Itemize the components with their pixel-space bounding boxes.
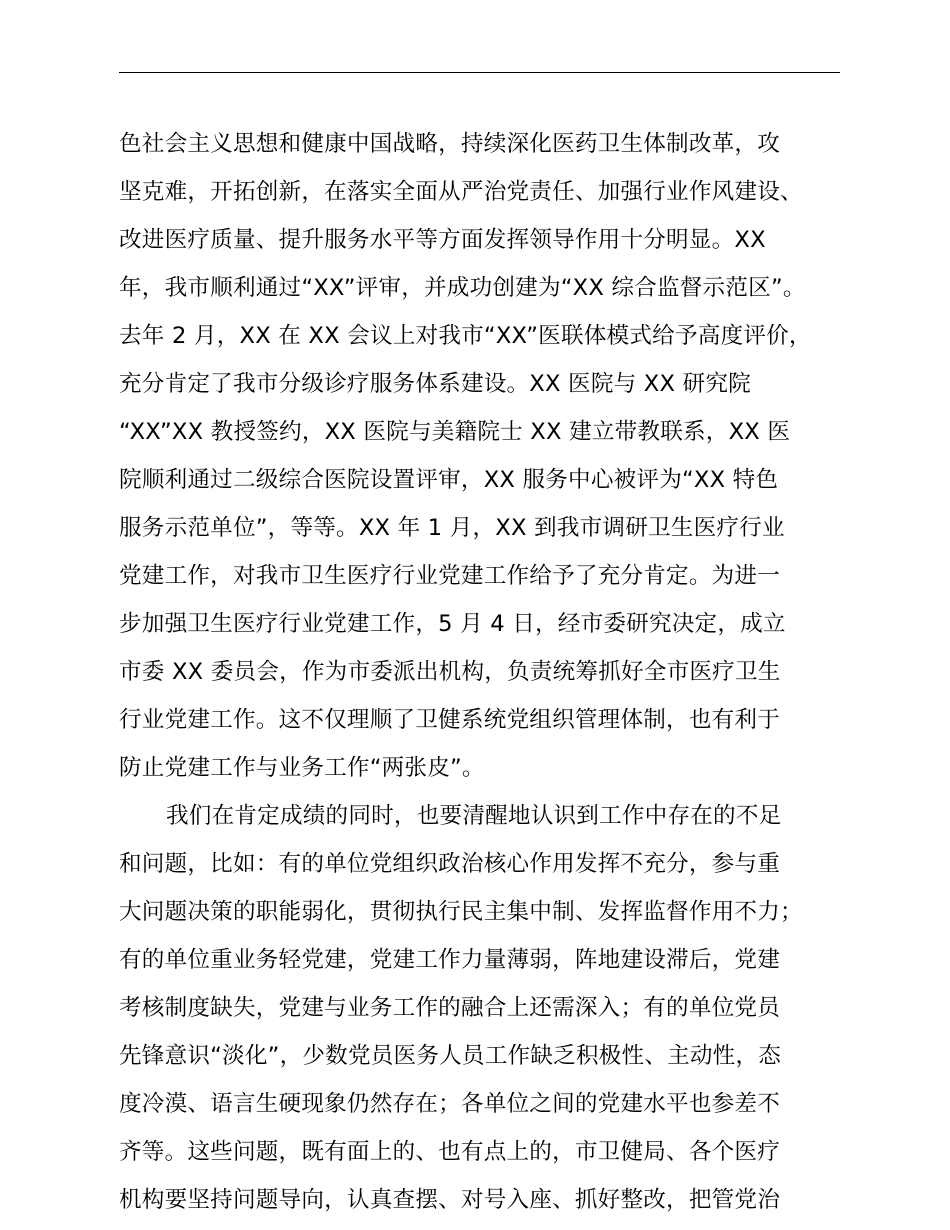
text-line: 服务示范单位”，等等。XX 年 1 月，XX 到我市调研卫生医疗行业 bbox=[119, 515, 785, 541]
header-rule bbox=[119, 72, 840, 73]
paragraph-2 bbox=[119, 792, 859, 1224]
text-line: 我们在肯定成绩的同时，也要清醒地认识到工作中存在的不足 bbox=[166, 803, 782, 829]
text-line: 步加强卫生医疗行业党建工作，5 月 4 日，经市委研究决定，成立 bbox=[119, 611, 786, 637]
text-line: 坚克难，开拓创新，在落实全面从严治党责任、加强行业作风建设、 bbox=[119, 179, 803, 205]
text-line: 和问题，比如：有的单位党组织政治核心作用发挥不充分，参与重 bbox=[119, 851, 781, 877]
text-line: 充分肯定了我市分级诊疗服务体系建设。XX 医院与 XX 研究院 bbox=[119, 371, 751, 397]
document-body bbox=[119, 120, 859, 1224]
text-line: 齐等。这些问题，既有面上的、也有点上的，市卫健局、各个医疗 bbox=[119, 1139, 781, 1165]
text-line: 市委 XX 委员会，作为市委派出机构，负责统筹抓好全市医疗卫生 bbox=[119, 659, 781, 685]
text-line: 改进医疗质量、提升服务水平等方面发挥领导作用十分明显。XX bbox=[119, 227, 766, 253]
text-line: 年，我市顺利通过“XX”评审，并成功创建为“XX 综合监督示范区”。 bbox=[119, 275, 806, 301]
text-line: 先锋意识“淡化”，少数党员医务人员工作缺乏积极性、主动性，态 bbox=[119, 1043, 782, 1069]
text-line: 大问题决策的职能弱化，贯彻执行民主集中制、发挥监督作用不力； bbox=[119, 899, 803, 925]
text-line: 度冷漠、语言生硬现象仍然存在；各单位之间的党建水平也参差不 bbox=[119, 1091, 781, 1117]
text-line: 去年 2 月，XX 在 XX 会议上对我市“XX”医联体模式给予高度评价， bbox=[119, 323, 812, 349]
text-line: “XX”XX 教授签约，XX 医院与美籍院士 XX 建立带教联系，XX 医 bbox=[119, 419, 791, 445]
text-line: 行业党建工作。这不仅理顺了卫健系统党组织管理体制，也有利于 bbox=[119, 707, 781, 733]
text-line: 党建工作，对我市卫生医疗行业党建工作给予了充分肯定。为进一 bbox=[119, 563, 781, 589]
text-line: 机构要坚持问题导向，认真查摆、对号入座、抓好整改，把管党治 bbox=[119, 1187, 781, 1213]
paragraph-1 bbox=[119, 120, 859, 792]
text-line: 有的单位重业务轻党建，党建工作力量薄弱，阵地建设滞后，党建 bbox=[119, 947, 781, 973]
text-line: 考核制度缺失，党建与业务工作的融合上还需深入；有的单位党员 bbox=[119, 995, 781, 1021]
text-line: 防止党建工作与业务工作“两张皮”。 bbox=[119, 755, 485, 781]
text-line: 色社会主义思想和健康中国战略，持续深化医药卫生体制改革，攻 bbox=[119, 131, 781, 157]
text-line: 院顺利通过二级综合医院设置评审，XX 服务中心被评为“XX 特色 bbox=[119, 467, 779, 493]
